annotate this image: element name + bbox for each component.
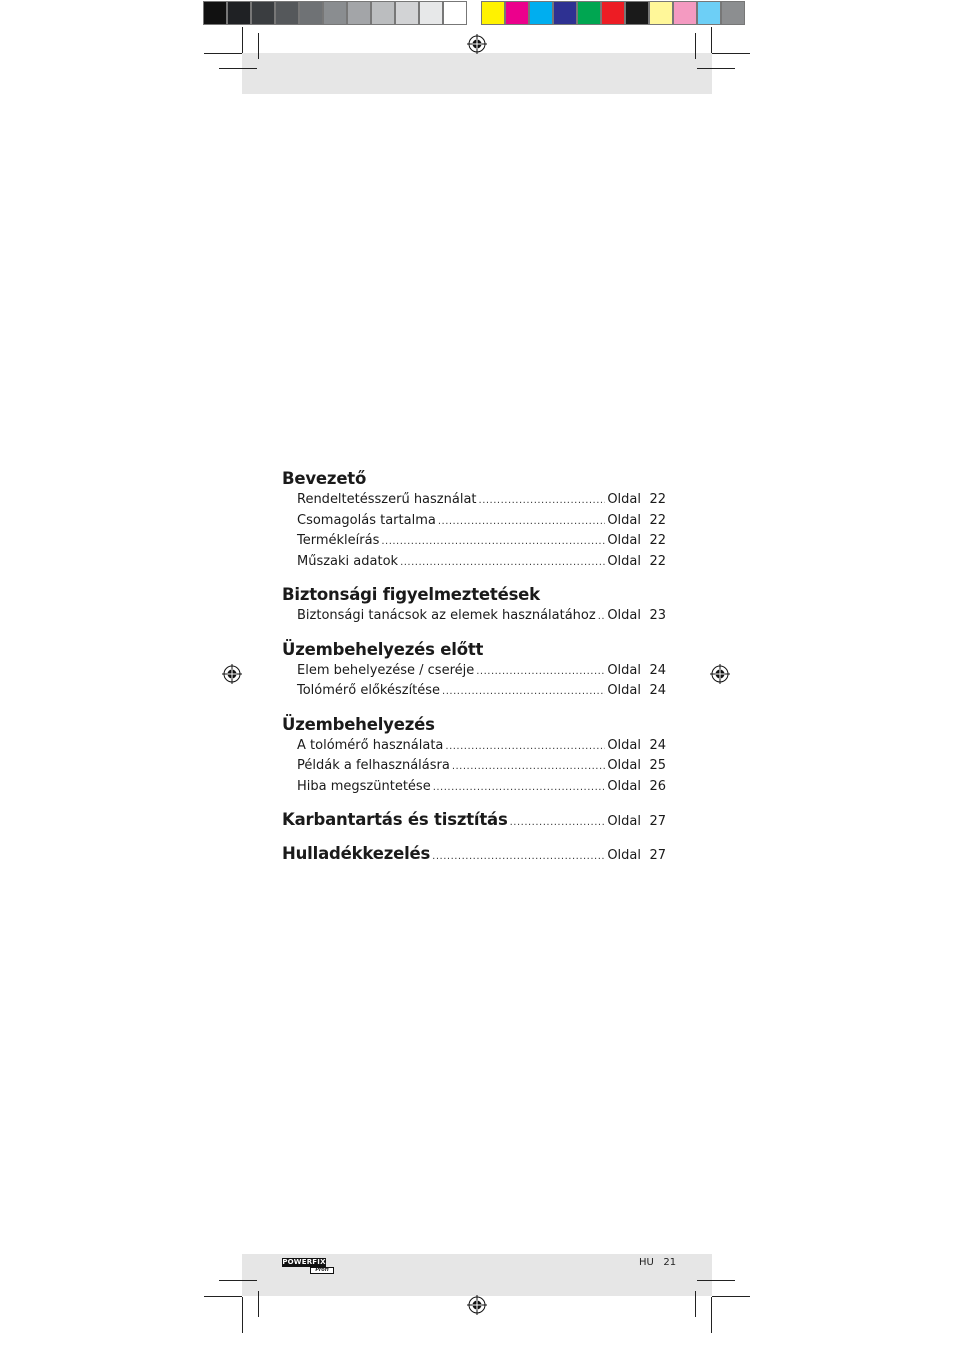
page-word: Oldal xyxy=(607,814,641,829)
toc-entry-label: Tolómérő előkészítése xyxy=(297,683,441,698)
page-number: 22 xyxy=(649,492,666,507)
toc-entry-page xyxy=(607,661,666,681)
crop-mark xyxy=(712,1296,750,1297)
dot-leader xyxy=(433,778,606,798)
page-word: Oldal xyxy=(607,758,641,773)
toc-entry-page xyxy=(607,848,666,863)
dot-leader xyxy=(476,662,605,682)
dot-leader xyxy=(438,512,605,532)
toc-entry[interactable] xyxy=(297,756,666,777)
toc-entry[interactable] xyxy=(297,490,666,511)
color-calibration-bar-grayscale xyxy=(203,1,467,26)
color-calibration-bar-color xyxy=(481,1,745,26)
toc-title-entry[interactable] xyxy=(282,843,666,865)
color-swatch xyxy=(371,1,395,25)
section-title: Biztonsági figyelmeztetések xyxy=(282,585,540,604)
page-number: 22 xyxy=(649,533,666,548)
page-word: Oldal xyxy=(607,608,641,623)
page-word: Oldal xyxy=(607,533,641,548)
color-swatch xyxy=(481,1,505,25)
toc-entry-label: A tolómérő használata xyxy=(297,737,444,753)
toc-title-entry[interactable] xyxy=(282,809,666,831)
toc-entry-page xyxy=(607,606,666,626)
page-number: 26 xyxy=(649,778,666,794)
color-swatch xyxy=(553,1,577,25)
toc-entry[interactable] xyxy=(297,661,666,682)
color-swatch xyxy=(347,1,371,25)
color-swatch xyxy=(673,1,697,25)
crop-mark xyxy=(711,27,712,53)
dot-leader xyxy=(400,553,605,573)
color-swatch xyxy=(227,1,251,25)
header-band xyxy=(242,53,712,94)
crop-mark xyxy=(204,1296,242,1297)
logo-subword: Profi xyxy=(310,1267,334,1274)
crop-mark xyxy=(258,33,259,59)
section-title: Üzembehelyezés előtt xyxy=(282,639,484,659)
page-number: 27 xyxy=(649,848,666,863)
page-word: Oldal xyxy=(607,662,641,678)
toc-entry-page xyxy=(607,736,666,756)
crop-mark xyxy=(711,1297,712,1333)
toc-entry-page xyxy=(607,531,666,551)
toc-entry-label: Csomagolás tartalma xyxy=(297,512,436,528)
toc-entry-page xyxy=(607,490,666,510)
toc-entry[interactable] xyxy=(297,681,666,702)
page-word: Oldal xyxy=(607,848,641,863)
toc-entry[interactable] xyxy=(297,606,666,627)
crop-mark xyxy=(242,27,243,53)
crop-mark xyxy=(697,68,735,69)
page-number: 25 xyxy=(649,758,666,773)
toc-entry[interactable] xyxy=(297,531,666,552)
page-number: 22 xyxy=(649,512,666,528)
color-swatch xyxy=(299,1,323,25)
toc-entry-page xyxy=(607,777,666,797)
logo-wordmark: POWERFIX xyxy=(282,1258,326,1266)
color-swatch xyxy=(601,1,625,25)
dot-leader xyxy=(598,607,606,627)
page-word: Oldal xyxy=(607,683,641,698)
crop-mark xyxy=(712,53,750,54)
color-swatch xyxy=(203,1,227,25)
dot-leader xyxy=(452,757,605,777)
registration-mark-icon xyxy=(710,664,730,684)
crop-mark xyxy=(219,1280,257,1281)
table-of-contents xyxy=(282,468,666,865)
color-swatch xyxy=(443,1,467,25)
color-swatch xyxy=(505,1,529,25)
section-title: Karbantartás és tisztítás xyxy=(282,810,508,829)
toc-entry-page xyxy=(607,511,666,531)
color-swatch xyxy=(395,1,419,25)
toc-entry[interactable] xyxy=(297,777,666,798)
toc-entry-page xyxy=(607,552,666,572)
page-word: Oldal xyxy=(607,512,641,528)
toc-entry-label: Hiba megszüntetése xyxy=(297,778,431,794)
page-number: 23 xyxy=(649,608,666,623)
page-word: Oldal xyxy=(607,737,641,753)
toc-entry-label: Példák a felhasználásra xyxy=(297,758,450,773)
crop-mark xyxy=(258,1291,259,1317)
color-swatch xyxy=(721,1,745,25)
crop-mark xyxy=(697,1280,735,1281)
color-swatch xyxy=(577,1,601,25)
toc-entry-label: Rendeltetésszerű használat xyxy=(297,492,477,507)
page-word: Oldal xyxy=(607,553,641,569)
dot-leader xyxy=(432,851,605,862)
crop-mark xyxy=(219,68,257,69)
section-title: Bevezető xyxy=(282,469,367,488)
toc-entry-label: Műszaki adatok xyxy=(297,553,399,569)
page-word: Oldal xyxy=(607,778,641,794)
toc-entry[interactable] xyxy=(297,552,666,573)
color-swatch xyxy=(275,1,299,25)
color-swatch xyxy=(649,1,673,25)
toc-entry[interactable] xyxy=(297,736,666,757)
dot-leader xyxy=(479,491,606,511)
color-swatch xyxy=(251,1,275,25)
toc-entry-label: Termékleírás xyxy=(297,533,380,548)
toc-entry-label: Elem behelyezése / cseréje xyxy=(297,662,475,678)
page-number: 24 xyxy=(649,737,666,753)
crop-mark xyxy=(695,1291,696,1317)
page-number: 21 xyxy=(663,1257,677,1268)
toc-entry-page xyxy=(607,814,666,829)
toc-entry[interactable] xyxy=(297,511,666,532)
dot-leader xyxy=(510,817,606,828)
registration-mark-icon xyxy=(467,1295,487,1315)
color-swatch xyxy=(697,1,721,25)
crop-mark xyxy=(204,53,242,54)
page-footer-number xyxy=(639,1257,676,1268)
page-number: 22 xyxy=(649,553,666,569)
crop-mark xyxy=(695,33,696,59)
color-swatch xyxy=(419,1,443,25)
dot-leader xyxy=(381,532,605,552)
dot-leader xyxy=(445,737,605,757)
toc-entry-page xyxy=(607,756,666,776)
section-title: Üzembehelyezés xyxy=(282,714,435,734)
color-swatch xyxy=(529,1,553,25)
registration-mark-icon xyxy=(222,664,242,684)
registration-mark-icon xyxy=(467,34,487,54)
page-word: Oldal xyxy=(607,492,641,507)
section-title: Hulladékkezelés xyxy=(282,844,431,863)
dot-leader xyxy=(442,682,605,702)
page-number: 27 xyxy=(649,814,666,829)
crop-mark xyxy=(242,1297,243,1333)
color-swatch xyxy=(323,1,347,25)
toc-entry-label: Biztonsági tanácsok az elemek használatához xyxy=(297,608,596,623)
toc-entry-page xyxy=(607,681,666,701)
language-code: HU xyxy=(639,1257,654,1268)
page-number: 24 xyxy=(649,683,666,698)
brand-logo xyxy=(282,1258,334,1274)
color-swatch xyxy=(625,1,649,25)
page-number: 24 xyxy=(649,662,666,678)
